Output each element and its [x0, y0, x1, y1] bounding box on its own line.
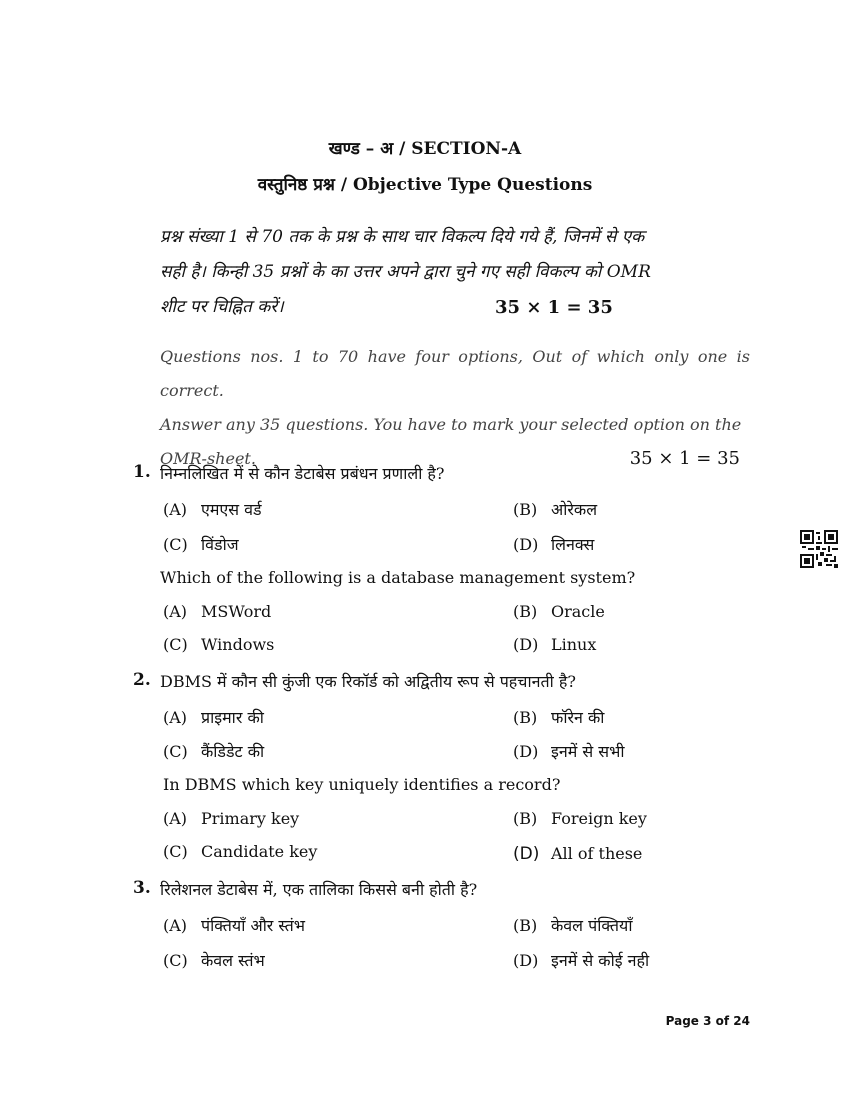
option-text: इनमें से कोई नही	[551, 951, 650, 970]
english-instruction-line: Answer any 35 questions. You have to mark your selected option on the	[160, 415, 742, 434]
option-text: कैंडिडेट की	[201, 742, 265, 761]
option-text: MSWord	[201, 602, 272, 621]
option-english[interactable]	[163, 602, 271, 621]
option-english[interactable]	[513, 844, 642, 864]
option-hindi[interactable]	[163, 706, 264, 728]
hindi-marks: 35 × 1 = 35	[495, 297, 613, 318]
option-label: (B)	[513, 602, 538, 621]
hindi-instructions	[160, 220, 750, 325]
question-english: In DBMS which key uniquely identifies a record?	[163, 775, 561, 794]
option-text: ओरेकल	[551, 500, 598, 519]
option-hindi[interactable]	[513, 914, 632, 936]
hindi-instruction-line: सही है। किन्ही 35 प्रश्नों के का उत्तर अपने द्वारा चुने गए सही विकल्प को OMR	[160, 262, 651, 282]
option-text: प्राइमार की	[201, 708, 264, 727]
option-text: लिनक्स	[551, 535, 595, 554]
option-english[interactable]	[513, 809, 647, 828]
option-hindi[interactable]	[163, 533, 239, 555]
hindi-instruction-text: शीट पर चिह्नित करें।	[160, 297, 284, 317]
option-label: (A)	[163, 602, 188, 621]
option-english[interactable]	[163, 842, 317, 861]
option-hindi[interactable]	[513, 533, 594, 555]
option-label: (C)	[163, 951, 188, 970]
option-text: Candidate key	[201, 842, 318, 861]
option-text: Primary key	[201, 809, 300, 828]
section-subtitle: वस्तुनिष्ठ प्रश्न / Objective Type Questions	[257, 175, 593, 195]
option-text: एमएस वर्ड	[201, 500, 262, 519]
question-hindi: निम्नलिखित में से कौन डेटाबेस प्रबंधन प्रणाली है?	[160, 464, 445, 483]
option-hindi[interactable]	[513, 740, 625, 762]
option-label: (A)	[163, 809, 188, 828]
option-text: Foreign key	[551, 809, 647, 828]
page-number: Page 3 of 24	[665, 1014, 750, 1028]
option-text: Linux	[551, 635, 597, 654]
question-hindi: रिलेशनल डेटाबेस में, एक तालिका किससे बनी होती है?	[160, 880, 478, 899]
question-number: 1.	[133, 462, 151, 482]
english-instruction-text: OMR-sheet.	[160, 449, 256, 468]
option-label: (A)	[163, 708, 188, 727]
option-text: फॉरेन की	[551, 708, 605, 727]
question-number: 3.	[133, 878, 151, 898]
option-hindi[interactable]	[513, 949, 649, 971]
option-text: All of these	[551, 844, 643, 863]
option-label: (B)	[513, 500, 538, 519]
option-label: (B)	[513, 916, 538, 935]
option-text: केवल पंक्तियाँ	[551, 916, 633, 935]
option-text: पंक्तियाँ और स्तंभ	[201, 916, 306, 935]
option-hindi[interactable]	[513, 706, 604, 728]
option-label: (C)	[163, 535, 188, 554]
option-label: (C)	[163, 635, 188, 654]
english-marks: 35 × 1 = 35	[629, 448, 740, 469]
option-text: केवल स्तंभ	[201, 951, 265, 970]
question-english: Which of the following is a database management system?	[160, 568, 636, 587]
option-label: (D)	[513, 951, 539, 970]
question-hindi: DBMS में कौन सी कुंजी एक रिकॉर्ड को अद्वितीय रूप से पहचानती है?	[160, 672, 576, 691]
option-hindi[interactable]	[163, 740, 264, 762]
option-label: (A)	[163, 916, 188, 935]
option-label: (D)	[513, 844, 540, 864]
option-hindi[interactable]	[163, 914, 305, 936]
english-instruction-line: Questions nos. 1 to 70 have four options, Out of which only one is correct.	[160, 347, 750, 400]
option-text: Oracle	[551, 602, 605, 621]
option-hindi[interactable]	[163, 498, 262, 520]
option-label: (D)	[513, 635, 539, 654]
option-text: इनमें से सभी	[551, 742, 625, 761]
option-english[interactable]	[513, 635, 596, 654]
option-label: (B)	[513, 708, 538, 727]
option-english[interactable]	[163, 809, 299, 828]
option-hindi[interactable]	[163, 949, 265, 971]
section-title: खण्ड – अ / SECTION-A	[328, 139, 522, 159]
option-english[interactable]	[513, 602, 605, 621]
hindi-instruction-line: प्रश्न संख्या 1 से 70 तक के प्रश्न के साथ चार विकल्प दिये गये हैं, जिनमें से एक	[160, 227, 645, 247]
option-label: (C)	[163, 742, 188, 761]
option-label: (D)	[513, 742, 539, 761]
option-label: (B)	[513, 809, 538, 828]
qr-code-icon	[800, 530, 838, 568]
option-text: विंडोज	[201, 535, 239, 554]
hindi-instruction-line	[160, 290, 750, 325]
option-label: (C)	[163, 842, 188, 861]
english-instructions	[160, 340, 750, 476]
question-number: 2.	[133, 670, 151, 690]
option-english[interactable]	[163, 635, 274, 654]
option-hindi[interactable]	[513, 498, 597, 520]
option-label: (D)	[513, 535, 539, 554]
option-label: (A)	[163, 500, 188, 519]
option-text: Windows	[201, 635, 275, 654]
